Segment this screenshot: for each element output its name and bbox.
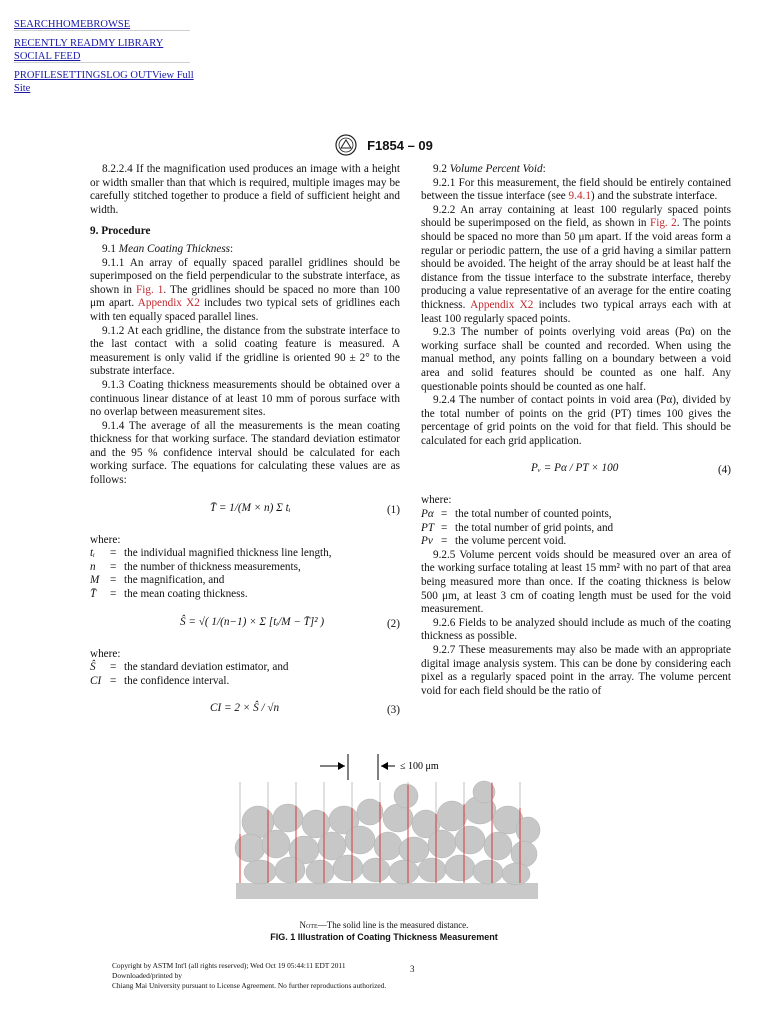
section-9-4-1-link[interactable]: 9.4.1: [568, 190, 591, 203]
arrowhead-right-icon: [381, 762, 388, 770]
where-label: where:: [90, 533, 121, 546]
definitions-1: [90, 547, 400, 601]
def-symbol: Pv: [421, 535, 433, 548]
equals-sign: =: [441, 521, 448, 534]
nav-profile-link[interactable]: PROFILE: [14, 70, 57, 81]
coating-particles: [235, 781, 540, 885]
definition: [90, 561, 400, 575]
text-run: includes two typical arrays each with at least 100 regularly spaced points.: [421, 298, 731, 325]
fig-1-link[interactable]: Fig. 1: [136, 283, 164, 296]
document-id: F1854 – 09: [367, 137, 433, 153]
equation-2-number: (2): [386, 617, 400, 630]
equation-4-math: Pᵥ = Pα / PT × 100: [531, 462, 619, 475]
where-label: where:: [421, 494, 452, 507]
definitions-4: [421, 508, 731, 549]
paragraph-9-1-2: 9.1.2 At each gridline, the distance from the substrate interface to the last contact with a solid coating feature is measured. A measurement is only valid if the gridline is oriented 90 ± 2° to the substrate interface.: [90, 324, 400, 378]
nav-row-3: [14, 68, 194, 94]
paragraph-9-1-3: 9.1.3 Coating thickness measurements should be obtained over a continuous linear distance of at least 10 mm of porous surface with no overlap between measurement sites.: [90, 378, 400, 419]
equation-1-number: (1): [386, 503, 400, 516]
nav-home-link[interactable]: HOME: [55, 19, 87, 30]
paragraph-9-1: 9.1 Mean Coating Thickness:: [102, 242, 234, 255]
equals-sign: =: [110, 547, 117, 560]
def-symbol: PT: [421, 521, 435, 534]
text-run: 9.1.1 An array of equally spaced parallel gridlines should be superimposed on the field perpendicular to the substrate interface, as shown in: [90, 256, 400, 296]
right-column: [421, 163, 731, 698]
para-number: 9.2: [433, 163, 450, 175]
equation-3: [90, 696, 400, 726]
def-symbol: Pα: [421, 508, 434, 521]
appendix-x2-link[interactable]: Appendix X2: [137, 297, 200, 310]
nav-browse-link[interactable]: BROWSE: [86, 19, 131, 30]
arrowhead-left-icon: [338, 762, 345, 770]
definition: [90, 675, 400, 689]
subsection-title: Mean Coating Thickness: [118, 242, 231, 255]
section-heading-procedure: 9. Procedure: [90, 225, 151, 238]
def-symbol: Ŝ: [90, 661, 96, 674]
paragraph-9-2: 9.2 Volume Percent Void:: [433, 163, 546, 175]
equation-1-math: T̄ = 1/(M × n) Σ tᵢ: [210, 501, 291, 514]
figure-1: [230, 752, 550, 912]
equals-sign: =: [110, 661, 117, 674]
substrate: [236, 883, 538, 899]
equation-1: [90, 496, 400, 526]
definition: [90, 574, 400, 588]
spacing-label: ≤ 100 μm: [400, 761, 439, 772]
definition: [90, 661, 400, 675]
fig-2-link[interactable]: Fig. 2: [649, 217, 677, 230]
footer-line: Copyright by ASTM Int'l (all rights reserved); Wed Oct 19 05:44:11 EDT 2011: [112, 961, 346, 970]
paragraph-9-1-4: 9.1.4 The average of all the measurements is the mean coating thickness for that working surface. The standard deviation estimator and the 95 % confidence interval should be calculated for each working surface. The equations for calculating these values are as follows:: [90, 419, 400, 487]
where-label: where:: [90, 647, 121, 660]
paragraph-9-2-4: 9.2.4 The number of contact points in void area (Pα), divided by the total number of points on the grid (PT) times 100 gives the percentage of grid points on the void for that field. This should be calculated for each grid application.: [421, 394, 731, 447]
left-column: [90, 163, 400, 734]
definition: [421, 535, 731, 549]
nav-recently-read-link[interactable]: RECENTLY READ: [14, 38, 99, 49]
def-symbol: T̄: [90, 588, 97, 601]
equals-sign: =: [110, 560, 117, 573]
footer-line: Downloaded/printed by: [112, 971, 182, 980]
definition: [90, 588, 400, 602]
text-run: . The gridlines should be spaced no more than 100 μm apart.: [90, 283, 400, 310]
copyright-footer: [112, 961, 472, 991]
equals-sign: =: [110, 588, 117, 601]
def-symbol: CI: [90, 674, 102, 687]
nav-row-2: [14, 36, 194, 62]
def-text: the standard deviation estimator, and: [124, 661, 289, 674]
def-text: the volume percent void.: [455, 535, 567, 548]
nav-search-link[interactable]: SEARCH: [14, 19, 56, 30]
astm-logo-icon: [335, 134, 357, 156]
note-text: —The solid line is the measured distance.: [317, 920, 469, 930]
nav-settings-link[interactable]: SETTINGS: [56, 70, 107, 81]
document-header: [0, 134, 768, 156]
text-run: ) and the substrate interface.: [590, 190, 718, 203]
nav-log-out-link[interactable]: LOG OUT: [106, 70, 152, 81]
def-text: the magnification, and: [124, 574, 225, 587]
paragraph-9-2-2: [421, 204, 731, 326]
equation-4-number: (4): [717, 464, 731, 477]
page-number: 3: [410, 964, 415, 974]
footer-line: Chiang Mai University pursuant to License Agreement. No further reproductions authorized.: [112, 981, 387, 990]
paragraph-9-2-6: 9.2.6 Fields to be analyzed should include as much of the coating thickness as possible.: [421, 616, 731, 643]
para-number: 9.1: [102, 242, 119, 255]
def-symbol: n: [90, 560, 96, 573]
nav-my-library-link[interactable]: MY LIBRARY: [98, 38, 164, 49]
nav-divider: [14, 30, 190, 31]
equation-3-number: (3): [386, 704, 400, 717]
definition: [421, 522, 731, 536]
appendix-x2-link[interactable]: Appendix X2: [470, 298, 534, 311]
coating-thickness-illustration: [230, 752, 550, 912]
definition: [421, 508, 731, 522]
note-label: Note: [299, 920, 318, 930]
def-text: the individual magnified thickness line length,: [124, 547, 332, 560]
nav-view-full-site-link[interactable]: View Full Site: [14, 70, 194, 94]
def-text: the number of thickness measurements,: [124, 560, 301, 573]
text-run: . The points should be spaced no more than 50 μm apart. If the void areas form a regular or periodic pattern, the use of a grid having a similar pattern should be avoided. The height of the array should be at least half the distance from the tissue interface to the substrate interface, thereby producing a value representative of an average for the entire coating thickness.: [421, 217, 731, 311]
equals-sign: =: [110, 574, 117, 587]
equation-2: [90, 610, 400, 640]
paragraph-9-2-5: 9.2.5 Volume percent voids should be measured over an area of the working surface totaling at least 15 mm² with no part of that area being measured more than once. If the coating thickness is below 500 μm, at least 3 cm of coating length must be used for the void measurement.: [421, 548, 731, 616]
def-symbol: tᵢ: [90, 547, 95, 560]
nav-social-feed-link[interactable]: SOCIAL FEED: [14, 51, 81, 62]
def-text: the confidence interval.: [124, 674, 230, 687]
paragraph-8-2-2-4: 8.2.2.4 If the magnification used produces an image with a height or width smaller than that which is required, multiple images may be carefully stitched together to produce a field of sufficient height and width.: [90, 163, 400, 216]
figure-note: [0, 920, 768, 930]
equation-4: [421, 456, 731, 486]
equals-sign: =: [110, 674, 117, 687]
paragraph-9-1-1: [90, 257, 400, 325]
paragraph-9-2-1: [421, 177, 731, 204]
def-symbol: M: [90, 574, 100, 587]
text-run: 9.2.1 For this measurement, the field should be entirely contained between the tissue interface (see: [421, 176, 731, 203]
subsection-title: Volume Percent Void: [449, 163, 543, 175]
nav-divider: [14, 62, 190, 63]
equation-2-math: Ŝ = √( 1/(n−1) × Σ [tᵢ/M − T̄]² ): [180, 615, 325, 628]
def-text: the mean coating thickness.: [124, 588, 248, 601]
equals-sign: =: [441, 508, 448, 521]
text-run: includes two typical sets of gridlines each with ten equally spaced parallel lines.: [90, 297, 401, 323]
equation-3-math: CI = 2 × Ŝ / √n: [210, 702, 280, 715]
def-text: the total number of grid points, and: [455, 521, 614, 534]
def-text: the total number of counted points,: [455, 508, 612, 521]
text-run: 9.2.2 An array containing at least 100 regularly spaced points should be superimposed on the field, as shown in: [421, 203, 731, 230]
definition: [90, 547, 400, 561]
equals-sign: =: [441, 535, 448, 548]
figure-caption: FIG. 1 Illustration of Coating Thickness Measurement: [270, 932, 498, 942]
definitions-2: [90, 661, 400, 688]
paragraph-9-2-7: 9.2.7 These measurements may also be made with an appropriate digital image analysis system. This can be done by considering each pixel as a regularly spaced point in the array. The volume percent void for each field should be the ratio of: [421, 644, 731, 697]
paragraph-9-2-3: 9.2.3 The number of points overlying void areas (Pα) on the working surface shall be counted and recorded. When using the manual method, any points falling on a boundary between a void area and solid features should be counted as one half. Any questionable points should be counted as one half.: [421, 326, 731, 393]
